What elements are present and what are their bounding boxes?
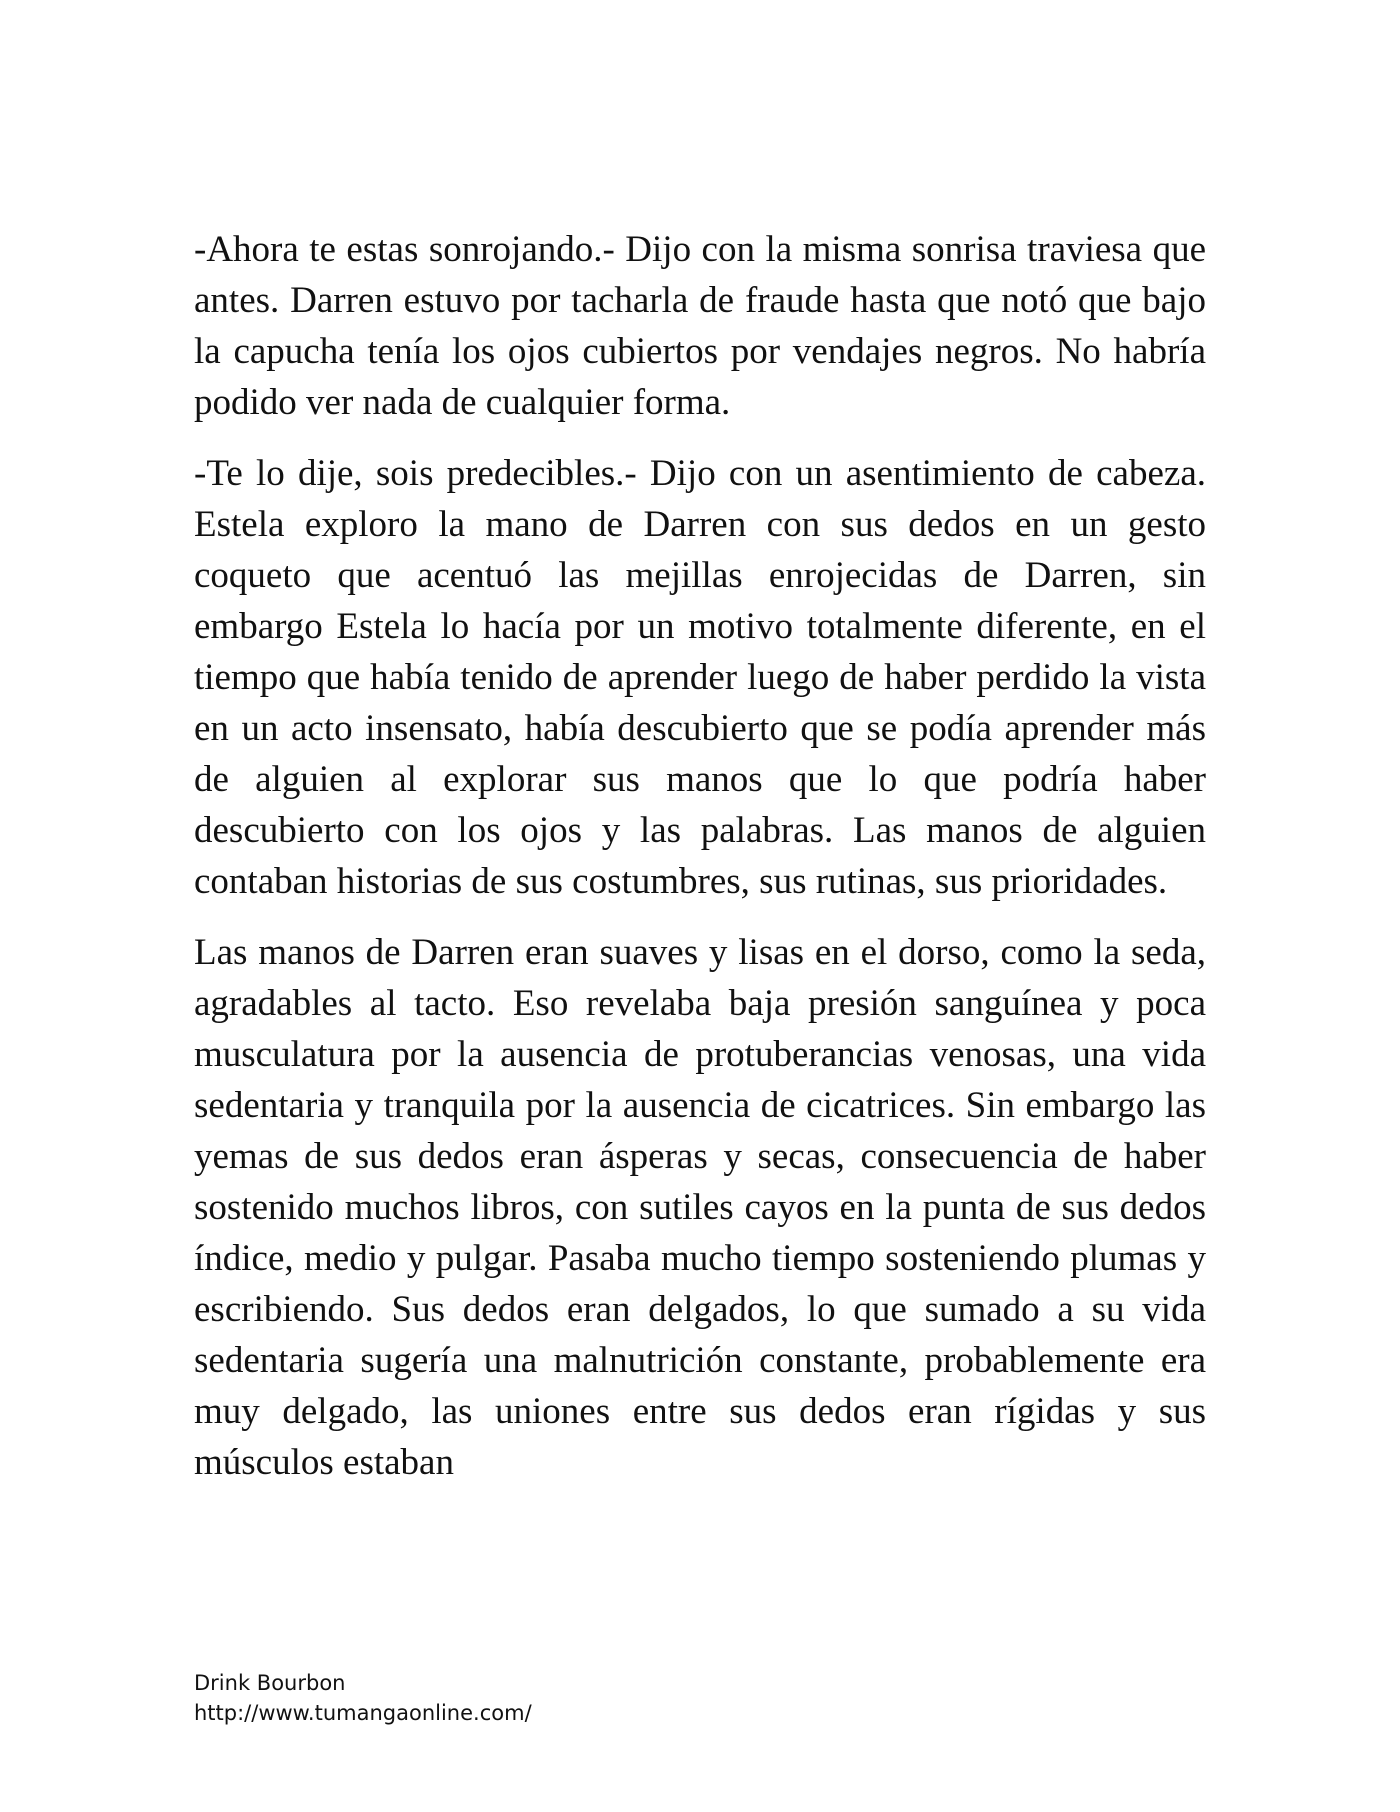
page-body bbox=[194, 224, 1206, 1508]
footer-author: Drink Bourbon bbox=[194, 1671, 346, 1695]
paragraph: Las manos de Darren eran suaves y lisas en el dorso, como la seda, agradables al tacto. Eso revelaba baja presión sanguínea y poca musculatura por la ausencia de protuberancias venosas, una vida sedentaria y tranquila por la ausencia de cicatrices. Sin embargo las yemas de sus dedos eran ásperas y secas, consecuencia de haber sostenido muchos libros, con sutiles cayos en la punta de sus dedos índice, medio y pulgar. Pasaba mucho tiempo sosteniendo plumas y escribiendo. Sus dedos eran delgados, lo que sumado a su vida sedentaria sugería una malnutrición constante, probablemente era muy delgado, las uniones entre sus dedos eran rígidas y sus músculos estaban bbox=[194, 932, 1206, 1483]
paragraph: -Ahora te estas sonrojando.- Dijo con la misma sonrisa traviesa que antes. Darren estuvo por tacharla de fraude hasta que notó que bajo la capucha tenía los ojos cubiertos por vendajes negros. No habría podido ver nada de cualquier forma. bbox=[194, 229, 1206, 423]
paragraph: -Te lo dije, sois predecibles.- Dijo con un asentimiento de cabeza. Estela exploro la mano de Darren con sus dedos en un gesto coqueto que acentuó las mejillas enrojecidas de Darren, sin embargo Estela lo hacía por un motivo totalmente diferente, en el tiempo que había tenido de aprender luego de haber perdido la vista en un acto insensato, había descubierto que se podía aprender más de alguien al explorar sus manos que lo que podría haber descubierto con los ojos y las palabras. Las manos de alguien contaban historias de sus costumbres, sus rutinas, sus prioridades. bbox=[194, 453, 1206, 902]
page-footer bbox=[194, 1668, 532, 1728]
footer-url: http://www.tumangaonline.com/ bbox=[194, 1701, 532, 1725]
